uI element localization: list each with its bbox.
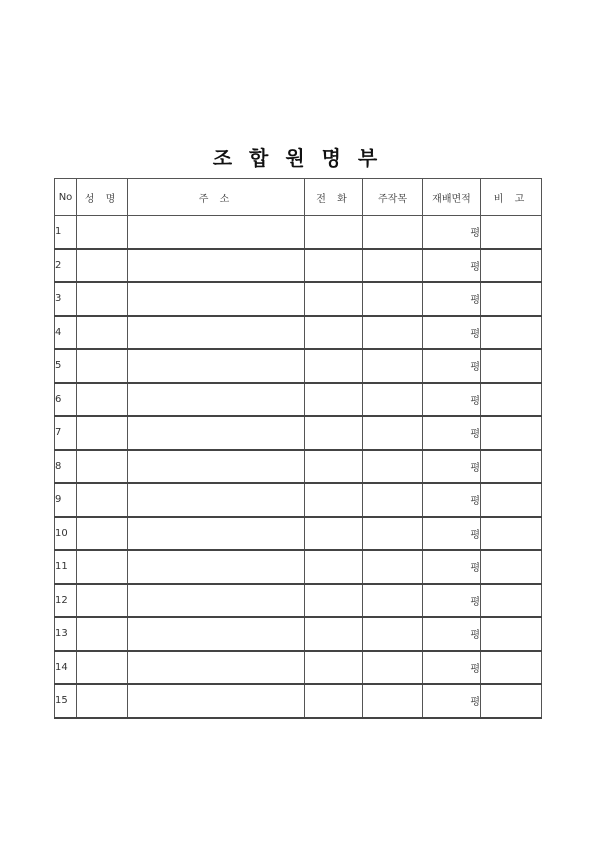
crop-cell [363, 349, 423, 383]
name-cell [77, 517, 128, 551]
phone-cell [305, 216, 363, 249]
name-cell [77, 483, 128, 517]
name-cell [77, 416, 128, 450]
area-cell: 평 [423, 282, 481, 316]
row-number-cell: 11 [55, 550, 77, 584]
remarks-cell [481, 383, 542, 417]
crop-cell [363, 316, 423, 350]
phone-cell [305, 617, 363, 651]
name-cell [77, 584, 128, 618]
header-phone: 전 화 [305, 179, 363, 216]
address-cell [128, 383, 305, 417]
area-cell: 평 [423, 617, 481, 651]
remarks-cell [481, 483, 542, 517]
table-row [55, 450, 542, 484]
crop-cell [363, 617, 423, 651]
table-row [55, 216, 542, 249]
phone-cell [305, 450, 363, 484]
table-row [55, 349, 542, 383]
table-row [55, 617, 542, 651]
remarks-cell [481, 282, 542, 316]
table-row [55, 383, 542, 417]
address-cell [128, 517, 305, 551]
name-cell [77, 550, 128, 584]
table-row [55, 483, 542, 517]
crop-cell [363, 383, 423, 417]
name-cell [77, 249, 128, 283]
table-body [55, 216, 542, 718]
table-row [55, 316, 542, 350]
phone-cell [305, 249, 363, 283]
address-cell [128, 483, 305, 517]
crop-cell [363, 584, 423, 618]
row-number-cell: 8 [55, 450, 77, 484]
area-cell: 평 [423, 316, 481, 350]
header-no: No [55, 179, 77, 216]
address-cell [128, 349, 305, 383]
phone-cell [305, 483, 363, 517]
crop-cell [363, 517, 423, 551]
name-cell [77, 450, 128, 484]
address-cell [128, 684, 305, 718]
row-number-cell: 14 [55, 651, 77, 685]
remarks-cell [481, 584, 542, 618]
address-cell [128, 282, 305, 316]
area-cell: 평 [423, 216, 481, 249]
row-number-cell: 6 [55, 383, 77, 417]
name-cell [77, 216, 128, 249]
area-cell: 평 [423, 684, 481, 718]
crop-cell [363, 483, 423, 517]
phone-cell [305, 416, 363, 450]
table-row [55, 249, 542, 283]
remarks-cell [481, 517, 542, 551]
name-cell [77, 349, 128, 383]
row-number-cell: 15 [55, 684, 77, 718]
table-row [55, 517, 542, 551]
table-row [55, 416, 542, 450]
table-row [55, 684, 542, 718]
header-name: 성 명 [77, 179, 128, 216]
remarks-cell [481, 349, 542, 383]
header-address: 주 소 [128, 179, 305, 216]
area-cell: 평 [423, 483, 481, 517]
name-cell [77, 282, 128, 316]
remarks-cell [481, 651, 542, 685]
crop-cell [363, 216, 423, 249]
table-row [55, 282, 542, 316]
row-number-cell: 2 [55, 249, 77, 283]
remarks-cell [481, 216, 542, 249]
row-number-cell: 10 [55, 517, 77, 551]
address-cell [128, 584, 305, 618]
crop-cell [363, 684, 423, 718]
table-row [55, 651, 542, 685]
table-header-row [55, 179, 542, 216]
header-area: 재배면적 [423, 179, 481, 216]
area-cell: 평 [423, 651, 481, 685]
row-number-cell: 4 [55, 316, 77, 350]
crop-cell [363, 651, 423, 685]
name-cell [77, 651, 128, 685]
document-title: 조 합 원 명 부 [212, 146, 383, 170]
name-cell [77, 316, 128, 350]
address-cell [128, 617, 305, 651]
remarks-cell [481, 684, 542, 718]
area-cell: 평 [423, 584, 481, 618]
address-cell [128, 416, 305, 450]
phone-cell [305, 684, 363, 718]
area-cell: 평 [423, 517, 481, 551]
remarks-cell [481, 550, 542, 584]
remarks-cell [481, 617, 542, 651]
row-number-cell: 1 [55, 216, 77, 249]
address-cell [128, 249, 305, 283]
area-cell: 평 [423, 349, 481, 383]
row-number-cell: 13 [55, 617, 77, 651]
table-row [55, 550, 542, 584]
area-cell: 평 [423, 249, 481, 283]
crop-cell [363, 550, 423, 584]
address-cell [128, 216, 305, 249]
remarks-cell [481, 416, 542, 450]
area-cell: 평 [423, 450, 481, 484]
phone-cell [305, 349, 363, 383]
phone-cell [305, 383, 363, 417]
remarks-cell [481, 316, 542, 350]
crop-cell [363, 416, 423, 450]
address-cell [128, 316, 305, 350]
crop-cell [363, 450, 423, 484]
area-cell: 평 [423, 383, 481, 417]
address-cell [128, 450, 305, 484]
phone-cell [305, 316, 363, 350]
area-cell: 평 [423, 416, 481, 450]
member-roster-table [54, 178, 542, 719]
crop-cell [363, 249, 423, 283]
header-remarks: 비 고 [481, 179, 542, 216]
phone-cell [305, 550, 363, 584]
phone-cell [305, 517, 363, 551]
area-cell: 평 [423, 550, 481, 584]
remarks-cell [481, 249, 542, 283]
address-cell [128, 550, 305, 584]
phone-cell [305, 282, 363, 316]
name-cell [77, 383, 128, 417]
phone-cell [305, 651, 363, 685]
row-number-cell: 5 [55, 349, 77, 383]
row-number-cell: 3 [55, 282, 77, 316]
row-number-cell: 12 [55, 584, 77, 618]
header-crop: 주작목 [363, 179, 423, 216]
row-number-cell: 9 [55, 483, 77, 517]
remarks-cell [481, 450, 542, 484]
phone-cell [305, 584, 363, 618]
row-number-cell: 7 [55, 416, 77, 450]
table-row [55, 584, 542, 618]
name-cell [77, 684, 128, 718]
crop-cell [363, 282, 423, 316]
name-cell [77, 617, 128, 651]
address-cell [128, 651, 305, 685]
